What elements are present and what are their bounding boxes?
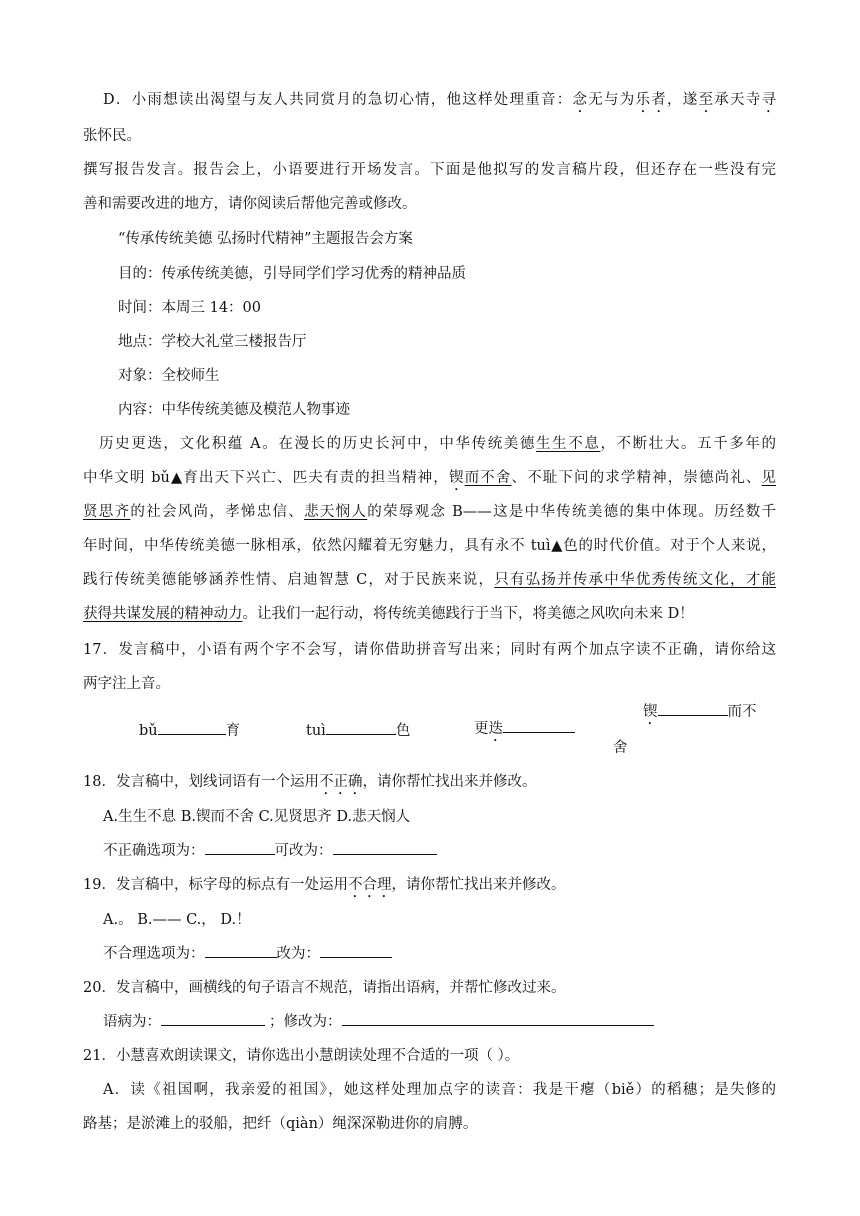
task-line-2: 善和需要改进的地方，请你阅读后帮他完善或修改。 [83,196,417,212]
option-d-line-1: D．小雨想读出渴望与友人共同赏月的急切心情，他这样处理重音：念无与为乐者，遂至承天寺寻 [103,92,777,108]
q19-stem: 19．发言稿中，标字母的标点有一处运用不合理，请你帮忙找出来并修改。 [83,877,566,893]
answer-blank[interactable] [205,943,277,958]
q17-blank-bu: bǔ 育 [139,719,240,740]
answer-blank[interactable] [326,720,396,735]
q17-blank-qie: 锲 而不 [643,700,757,728]
plan-audience: 对象：全校师生 [118,368,220,384]
answer-blank[interactable] [158,720,226,735]
q17-stem-line-2: 两字注上音。 [83,676,170,692]
plan-purpose: 目的：传承传统美德，引导同学们学习优秀的精神品质 [118,266,466,282]
q20-stem: 20．发言稿中，画横线的句子语言不规范，请指出语病，并帮忙修改过来。 [83,980,566,996]
speech-line-5: 践行传统美德能够涵养性情、启迪智慧 C，对于民族来说，只有弘扬并传承中华优秀传统文化，才能 [83,572,777,588]
answer-blank[interactable] [342,1011,654,1026]
q21-option-a-line-1: A．读《祖国啊，我亲爱的祖国》，她这样处理加点字的读音：我是干瘪（biě）的稻穗；是失修的 [103,1082,776,1098]
answer-blank[interactable] [658,701,728,716]
plan-content: 内容：中华传统美德及模范人物事迹 [118,402,350,418]
q19-answer: 不合理选项为： 改为： [103,942,776,963]
answer-blank[interactable] [205,840,275,855]
q21-option-a-line-2: 路基；是淤滩上的驳船，把纤（qiàn）绳深深勒进你的肩膊。 [83,1116,478,1132]
q18-answer: 不正确选项为： 可改为： [103,839,776,860]
q19-options: A.。 B.—— C.， D.！ [103,912,251,928]
q17-blank-tui: tuì 色 [306,719,410,740]
q21-stem: 21．小慧喜欢朗读课文，请你选出小慧朗读处理不合适的一项（ ）。 [83,1048,520,1064]
q20-answer: 语病为： ；修改为： [103,1010,776,1031]
speech-line-6: 获得共谋发展的精神动力。让我们一起行动，将传统美德践行于当下，将美德之风吹向未来 D！ [83,606,694,622]
plan-title: “传承传统美德 弘扬时代精神”主题报告会方案 [118,231,413,247]
answer-blank[interactable] [161,1011,265,1026]
speech-line-1: 历史更迭，文化积蕴 A。在漫长的历史长河中，中华传统美德生生不息，不断壮大。五千多年的 [99,436,776,452]
speech-line-2: 中华文明 bǔ▲育出天下兴亡、匹夫有责的担当精神，锲而不舍、不耻下问的求学精神，崇德尚礼、见 [83,470,777,486]
answer-blank[interactable] [320,943,392,958]
plan-place: 地点：学校大礼堂三楼报告厅 [118,334,307,350]
answer-blank[interactable] [503,718,575,733]
plan-time: 时间：本周三 14：00 [118,300,262,316]
task-line-1: 撰写报告发言。报告会上，小语要进行开场发言。下面是他拟写的发言稿片段，但还存在一些没有完 [83,162,776,178]
answer-blank[interactable] [333,840,437,855]
speech-line-4: 年时间，中华传统美德一脉相承，依然闪耀着无穷魅力，具有永不 tuì▲色的时代价值。对于个人来说， [83,538,776,554]
option-d-line-2: 张怀民。 [83,128,141,144]
speech-line-3: 贤思齐的社会风尚，孝悌忠信、悲天悯人的荣辱观念 B——这是中华传统美德的集中体现。历经数千 [83,504,777,520]
q18-options: A.生生不息 B.锲而不舍 C.见贤思齐 D.悲天悯人 [103,809,411,825]
q17-wrap-char: 舍 [613,740,628,756]
q18-stem: 18．发言稿中，划线词语有一个运用不正确，请你帮忙找出来并修改。 [83,774,537,790]
q17-stem-line-1: 17．发言稿中，小语有两个字不会写，请你借助拼音写出来；同时有两个加点字读不正确，请你给这 [83,642,776,658]
q17-blank-gengdie: 更迭 [474,717,575,745]
